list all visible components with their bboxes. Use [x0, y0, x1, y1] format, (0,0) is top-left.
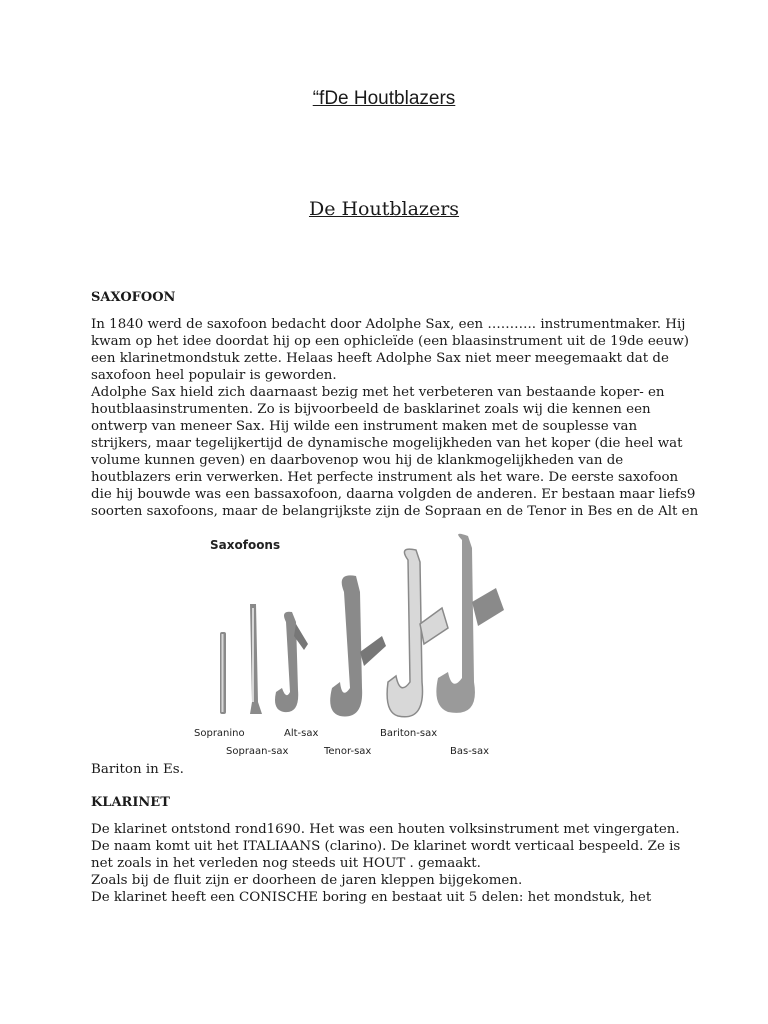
- text-line: kwam op het idee doordat hij op een ophicleïde (een blaasinstrument uit de 19de eeuw): [91, 334, 690, 349]
- text-line: houtblaasinstrumenten. Zo is bijvoorbeeld de basklarinet zoals wij die kennen een: [91, 402, 651, 417]
- text-line: volume kunnen geven) en daarbovenop wou hij de klankmogelijkheden van de: [91, 453, 624, 468]
- figure-label: Tenor-sax: [324, 746, 372, 757]
- klarinet-paragraph: [91, 821, 691, 906]
- section-heading-saxofoon: SAXOFOON: [91, 290, 176, 305]
- instrument-bell: [360, 636, 386, 666]
- text-line: strijkers, maar tegelijkertijd de dynamische mogelijkheden van het koper (die heel wat: [91, 436, 683, 451]
- text-line: saxofoon heel populair is geworden.: [91, 368, 337, 383]
- instrument-body: [275, 612, 298, 712]
- text-line: Bariton in Es.: [91, 762, 184, 777]
- text-line: De naam komt uit het ITALIAANS (clarino). De klarinet wordt verticaal bespeeld. Ze is: [91, 839, 681, 854]
- tenor-sax-illustration: [330, 575, 386, 716]
- text-line: ontwerp van meneer Sax. Hij wilde een instrument maken met de souplesse van: [91, 419, 638, 434]
- text-line: Adolphe Sax hield zich daarnaast bezig met het verbeteren van bestaande koper- en: [91, 385, 665, 400]
- text-line: soorten saxofoons, maar de belangrijkste zijn de Sopraan en de Tenor in Bes en de Alt en: [91, 504, 699, 519]
- saxophones-figure: [190, 532, 522, 760]
- saxofoon-paragraph: [91, 316, 699, 520]
- text-line: Zoals bij de fluit zijn er doorheen de jaren kleppen bijgekomen.: [91, 873, 523, 888]
- instrument-body: [387, 549, 422, 717]
- instrument-highlight: [252, 608, 254, 702]
- text-line: houtblazers erin verwerken. Het perfecte instrument als het ware. De eerste saxofoon: [91, 470, 679, 485]
- figure-label: Bas-sax: [450, 746, 490, 757]
- text-line: net zoals in het verleden nog steeds uit HOUT . gemaakt.: [91, 856, 481, 871]
- sopranino-illustration: [220, 632, 226, 714]
- text-line: In 1840 werd de saxofoon bedacht door Adolphe Sax, een ……….. instrumentmaker. Hij: [91, 317, 686, 332]
- text-line: een klarinetmondstuk zette. Helaas heeft Adolphe Sax niet meer meegemaakt dat de: [91, 351, 669, 366]
- text-line: De klarinet heeft een CONISCHE boring en bestaat uit 5 delen: het mondstuk, het: [91, 890, 652, 905]
- instrument-body: [330, 575, 362, 716]
- text-line: die hij bouwde was een bassaxofoon, daarna volgden de anderen. Er bestaan maar liefs9: [91, 487, 696, 502]
- alt-sax-illustration: [275, 612, 308, 712]
- instrument-bell: [472, 588, 504, 626]
- figure-label: Sopranino: [194, 728, 245, 739]
- instrument-body: [250, 604, 262, 714]
- document-header-title: “fDe Houtblazers: [312, 88, 456, 109]
- saxofoon-continuation: [91, 761, 691, 778]
- page-title: De Houtblazers: [308, 198, 460, 220]
- figure-title: Saxofoons: [210, 538, 281, 552]
- instrument-bell: [420, 608, 448, 644]
- figure-label: Sopraan-sax: [226, 746, 289, 757]
- text-line: De klarinet ontstond rond1690. Het was een houten volksinstrument met vingergaten.: [91, 822, 680, 837]
- sopraan-sax-illustration: [250, 604, 262, 714]
- instrument-highlight: [222, 634, 224, 712]
- figure-label: Alt-sax: [284, 728, 319, 739]
- figure-label: Bariton-sax: [380, 728, 438, 739]
- section-heading-klarinet: KLARINET: [91, 795, 170, 810]
- saxophones-illustration: [190, 532, 522, 760]
